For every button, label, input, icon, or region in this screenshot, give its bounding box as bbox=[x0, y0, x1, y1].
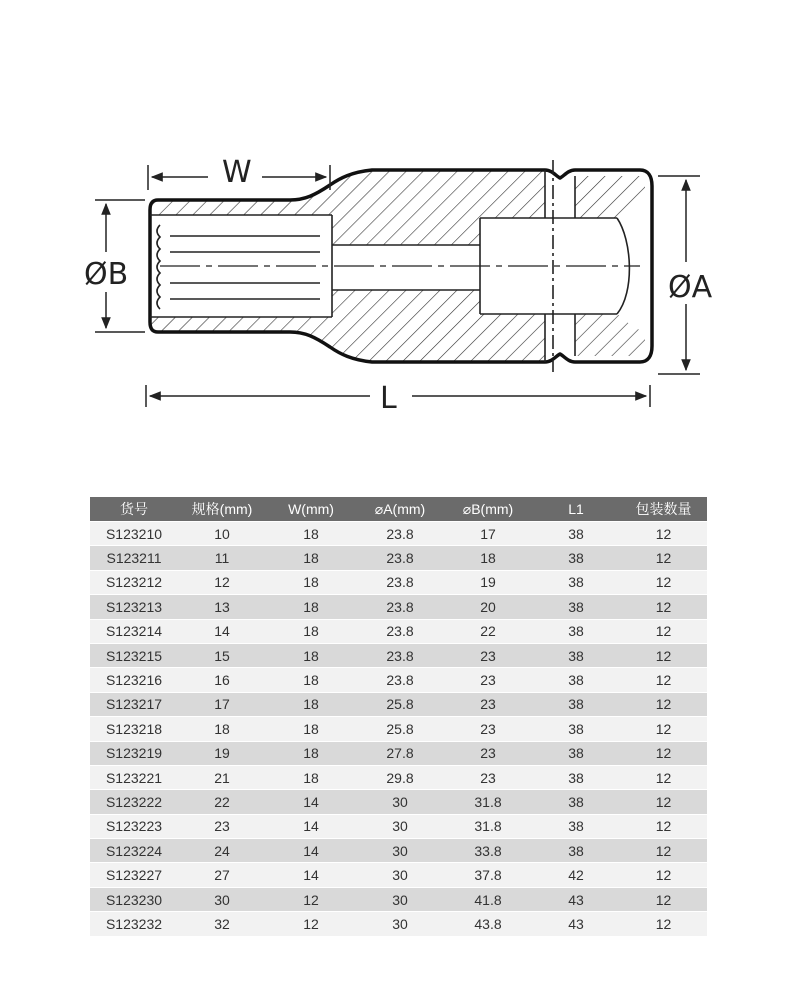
cell-b: 19 bbox=[444, 570, 532, 594]
cell-a: 27.8 bbox=[356, 741, 444, 765]
cell-l1: 43 bbox=[532, 887, 620, 911]
cell-b: 23 bbox=[444, 765, 532, 789]
cell-w: 18 bbox=[266, 668, 356, 692]
cell-item-no: S123215 bbox=[90, 643, 178, 667]
cell-size: 14 bbox=[178, 619, 266, 643]
cell-pack-qty: 12 bbox=[620, 522, 707, 546]
cell-pack-qty: 12 bbox=[620, 546, 707, 570]
cell-a: 23.8 bbox=[356, 522, 444, 546]
cell-pack-qty: 12 bbox=[620, 595, 707, 619]
header-b: ⌀B(mm) bbox=[444, 497, 532, 522]
cell-w: 18 bbox=[266, 692, 356, 716]
socket-section-drawing bbox=[0, 0, 790, 470]
cell-item-no: S123221 bbox=[90, 765, 178, 789]
cell-l1: 38 bbox=[532, 619, 620, 643]
cell-item-no: S123213 bbox=[90, 595, 178, 619]
cell-pack-qty: 12 bbox=[620, 887, 707, 911]
cell-item-no: S123227 bbox=[90, 863, 178, 887]
header-item-no: 货号 bbox=[90, 497, 178, 522]
cell-pack-qty: 12 bbox=[620, 570, 707, 594]
cell-w: 18 bbox=[266, 643, 356, 667]
cell-w: 18 bbox=[266, 741, 356, 765]
cell-l1: 38 bbox=[532, 839, 620, 863]
cell-a: 30 bbox=[356, 887, 444, 911]
cell-l1: 38 bbox=[532, 717, 620, 741]
label-l: L bbox=[380, 381, 397, 416]
cell-size: 16 bbox=[178, 668, 266, 692]
label-w: W bbox=[222, 155, 252, 190]
cell-a: 25.8 bbox=[356, 692, 444, 716]
label-b: ØB bbox=[84, 257, 129, 292]
cell-b: 37.8 bbox=[444, 863, 532, 887]
cell-pack-qty: 12 bbox=[620, 619, 707, 643]
table-row bbox=[90, 668, 707, 692]
cell-a: 30 bbox=[356, 839, 444, 863]
cell-size: 17 bbox=[178, 692, 266, 716]
cell-l1: 42 bbox=[532, 863, 620, 887]
cell-l1: 38 bbox=[532, 522, 620, 546]
cell-w: 14 bbox=[266, 790, 356, 814]
cell-item-no: S123217 bbox=[90, 692, 178, 716]
cell-size: 13 bbox=[178, 595, 266, 619]
cell-w: 18 bbox=[266, 619, 356, 643]
cell-b: 23 bbox=[444, 692, 532, 716]
cell-l1: 43 bbox=[532, 912, 620, 936]
spec-table bbox=[90, 497, 707, 937]
cell-w: 18 bbox=[266, 595, 356, 619]
cell-pack-qty: 12 bbox=[620, 717, 707, 741]
cell-b: 33.8 bbox=[444, 839, 532, 863]
cell-b: 23 bbox=[444, 741, 532, 765]
cell-size: 22 bbox=[178, 790, 266, 814]
cell-w: 14 bbox=[266, 863, 356, 887]
cell-l1: 38 bbox=[532, 570, 620, 594]
table-row bbox=[90, 546, 707, 570]
cell-w: 14 bbox=[266, 839, 356, 863]
cell-l1: 38 bbox=[532, 741, 620, 765]
cell-size: 21 bbox=[178, 765, 266, 789]
cell-a: 30 bbox=[356, 863, 444, 887]
table-row bbox=[90, 692, 707, 716]
cell-pack-qty: 12 bbox=[620, 863, 707, 887]
cell-b: 22 bbox=[444, 619, 532, 643]
cell-item-no: S123216 bbox=[90, 668, 178, 692]
table-row bbox=[90, 595, 707, 619]
table-body bbox=[90, 522, 707, 937]
cell-b: 23 bbox=[444, 668, 532, 692]
cell-b: 31.8 bbox=[444, 790, 532, 814]
cell-w: 14 bbox=[266, 814, 356, 838]
table-row bbox=[90, 619, 707, 643]
cell-w: 12 bbox=[266, 912, 356, 936]
cell-w: 18 bbox=[266, 570, 356, 594]
cell-pack-qty: 12 bbox=[620, 643, 707, 667]
table-row bbox=[90, 839, 707, 863]
cell-a: 30 bbox=[356, 912, 444, 936]
cell-pack-qty: 12 bbox=[620, 839, 707, 863]
cell-item-no: S123230 bbox=[90, 887, 178, 911]
cell-a: 25.8 bbox=[356, 717, 444, 741]
cell-w: 18 bbox=[266, 765, 356, 789]
header-size: 规格(mm) bbox=[178, 497, 266, 522]
cell-w: 18 bbox=[266, 717, 356, 741]
cell-size: 27 bbox=[178, 863, 266, 887]
cell-b: 17 bbox=[444, 522, 532, 546]
cell-item-no: S123212 bbox=[90, 570, 178, 594]
cell-size: 32 bbox=[178, 912, 266, 936]
cell-pack-qty: 12 bbox=[620, 692, 707, 716]
cell-pack-qty: 12 bbox=[620, 814, 707, 838]
cell-a: 29.8 bbox=[356, 765, 444, 789]
cell-b: 18 bbox=[444, 546, 532, 570]
cell-a: 23.8 bbox=[356, 619, 444, 643]
cell-size: 15 bbox=[178, 643, 266, 667]
cell-size: 18 bbox=[178, 717, 266, 741]
table-row bbox=[90, 912, 707, 936]
cell-item-no: S123222 bbox=[90, 790, 178, 814]
cell-item-no: S123210 bbox=[90, 522, 178, 546]
header-pack-qty: 包装数量 bbox=[620, 497, 707, 522]
cell-l1: 38 bbox=[532, 814, 620, 838]
cell-l1: 38 bbox=[532, 692, 620, 716]
cell-l1: 38 bbox=[532, 643, 620, 667]
cell-pack-qty: 12 bbox=[620, 741, 707, 765]
cell-b: 41.8 bbox=[444, 887, 532, 911]
cell-l1: 38 bbox=[532, 595, 620, 619]
cell-a: 23.8 bbox=[356, 668, 444, 692]
cell-w: 18 bbox=[266, 546, 356, 570]
cell-l1: 38 bbox=[532, 765, 620, 789]
table-row bbox=[90, 887, 707, 911]
header-w: W(mm) bbox=[266, 497, 356, 522]
dimension-l bbox=[146, 385, 650, 407]
table-row bbox=[90, 790, 707, 814]
cell-item-no: S123223 bbox=[90, 814, 178, 838]
cell-a: 30 bbox=[356, 814, 444, 838]
cell-l1: 38 bbox=[532, 546, 620, 570]
cell-a: 23.8 bbox=[356, 595, 444, 619]
table-row bbox=[90, 570, 707, 594]
cell-size: 30 bbox=[178, 887, 266, 911]
cell-a: 23.8 bbox=[356, 546, 444, 570]
table-row bbox=[90, 863, 707, 887]
cell-l1: 38 bbox=[532, 668, 620, 692]
cell-size: 19 bbox=[178, 741, 266, 765]
table-row bbox=[90, 741, 707, 765]
table-header-row bbox=[90, 497, 707, 522]
cell-item-no: S123219 bbox=[90, 741, 178, 765]
table-row bbox=[90, 765, 707, 789]
cell-size: 12 bbox=[178, 570, 266, 594]
table-row bbox=[90, 717, 707, 741]
table-row bbox=[90, 522, 707, 546]
table-row bbox=[90, 643, 707, 667]
cell-b: 23 bbox=[444, 717, 532, 741]
cell-a: 23.8 bbox=[356, 643, 444, 667]
cell-b: 31.8 bbox=[444, 814, 532, 838]
cell-item-no: S123232 bbox=[90, 912, 178, 936]
table-row bbox=[90, 814, 707, 838]
cell-item-no: S123218 bbox=[90, 717, 178, 741]
cell-b: 20 bbox=[444, 595, 532, 619]
cell-b: 23 bbox=[444, 643, 532, 667]
cell-pack-qty: 12 bbox=[620, 765, 707, 789]
label-a: ØA bbox=[668, 270, 713, 305]
cell-b: 43.8 bbox=[444, 912, 532, 936]
cell-item-no: S123211 bbox=[90, 546, 178, 570]
cell-a: 23.8 bbox=[356, 570, 444, 594]
cell-w: 18 bbox=[266, 522, 356, 546]
header-a: ⌀A(mm) bbox=[356, 497, 444, 522]
cell-size: 23 bbox=[178, 814, 266, 838]
cell-size: 11 bbox=[178, 546, 266, 570]
cell-pack-qty: 12 bbox=[620, 790, 707, 814]
cell-a: 30 bbox=[356, 790, 444, 814]
header-l1: L1 bbox=[532, 497, 620, 522]
cell-w: 12 bbox=[266, 887, 356, 911]
cell-l1: 38 bbox=[532, 790, 620, 814]
cell-item-no: S123224 bbox=[90, 839, 178, 863]
cell-size: 10 bbox=[178, 522, 266, 546]
cell-pack-qty: 12 bbox=[620, 668, 707, 692]
cell-pack-qty: 12 bbox=[620, 912, 707, 936]
cell-size: 24 bbox=[178, 839, 266, 863]
cell-item-no: S123214 bbox=[90, 619, 178, 643]
